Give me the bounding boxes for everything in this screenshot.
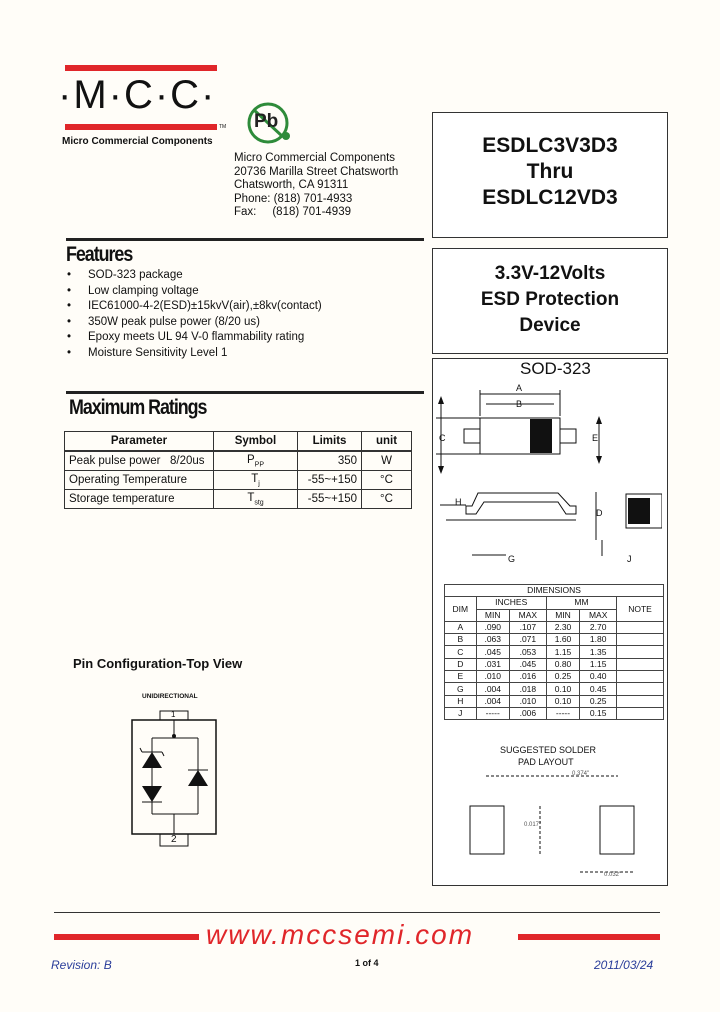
limit-cell: -55~+150 <box>298 490 362 509</box>
param-cell: Storage temperature <box>65 490 214 509</box>
part-number-last: ESDLC12VD3 <box>482 186 618 209</box>
pin-diagram <box>130 708 220 848</box>
ratings-header: Symbol <box>214 432 298 452</box>
table-row: D .031 .045 0.80 1.15 <box>445 658 664 670</box>
solder-dim-height: 0.017" <box>524 822 542 828</box>
trademark: TM <box>219 124 227 130</box>
footer-left-bar <box>54 934 199 940</box>
dims-head: INCHES <box>476 597 546 609</box>
solder-dim-gap: 0.032" <box>604 872 622 878</box>
features-title: Features <box>66 243 133 266</box>
unit-cell: W <box>362 451 412 471</box>
table-row <box>65 471 412 490</box>
page-number: 1 of 4 <box>355 958 379 968</box>
feature-item: • Moisture Sensitivity Level 1 <box>64 346 322 362</box>
solder-title-1: SUGGESTED SOLDER <box>500 745 597 755</box>
revision-date: 2011/03/24 <box>594 958 654 972</box>
ratings-header: Limits <box>298 432 362 452</box>
dim-label-b: B <box>516 399 523 409</box>
table-row: H .004 .010 0.10 0.25 <box>445 695 664 707</box>
pin-config-title: Pin Configuration-Top View <box>73 656 243 671</box>
address-line: Chatsworth, CA 91311 <box>234 179 349 191</box>
address-line: Phone: (818) 701-4933 <box>234 192 353 205</box>
dim-label-j: J <box>627 554 632 564</box>
logo-text: ·M·C·C· <box>58 73 217 117</box>
ratings-rule <box>66 391 424 394</box>
footer-rule <box>54 912 660 913</box>
param-cell: Peak pulse power 8/20us <box>65 451 214 471</box>
description-line2: ESD Protection <box>480 289 620 310</box>
dims-title: DIMENSIONS <box>445 585 664 597</box>
features-rule <box>66 238 424 241</box>
limit-cell: -55~+150 <box>298 471 362 490</box>
dim-label-c: C <box>439 433 446 443</box>
ratings-header-row <box>65 432 412 452</box>
part-number-box <box>432 112 668 238</box>
part-number-thru: Thru <box>526 160 574 183</box>
ratings-title: Maximum Ratings <box>69 396 207 419</box>
dims-head: MM <box>546 597 616 609</box>
dims-subhead: MAX <box>580 609 617 621</box>
feature-item: • Low clamping voltage <box>64 284 322 300</box>
unit-cell: °C <box>362 490 412 509</box>
package-drawing <box>436 380 662 570</box>
dim-label-a: A <box>516 383 523 393</box>
limit-cell: 350 <box>298 451 362 471</box>
feature-item: • SOD-323 package <box>64 268 322 284</box>
unidirectional-label: UNIDIRECTIONAL <box>142 693 198 700</box>
dims-head: DIM <box>445 597 477 622</box>
solder-pad-drawing <box>460 768 660 880</box>
dims-subhead: MAX <box>509 609 546 621</box>
features-list <box>64 268 322 361</box>
pin-2-label: 2 <box>171 834 177 845</box>
ratings-table <box>64 431 412 509</box>
unit-cell: °C <box>362 471 412 490</box>
logo-bottom-bar <box>65 124 217 130</box>
param-cell: Operating Temperature <box>65 471 214 490</box>
symbol-cell: $T_{stg}$ <box>214 490 298 509</box>
table-row: A .090 .107 2.30 2.70 <box>445 621 664 633</box>
company-address <box>234 152 398 220</box>
logo-top-bar <box>65 65 217 71</box>
description-line3: Device <box>519 315 581 336</box>
revision-label: Revision: B <box>51 958 112 972</box>
dims-subhead: MIN <box>546 609 579 621</box>
dim-label-h: H <box>455 497 462 507</box>
table-row: J ----- .006 ----- 0.15 <box>445 707 664 719</box>
footer-url[interactable]: www.mccsemi.com <box>206 919 475 950</box>
description-box <box>432 248 668 354</box>
table-row: C .045 .053 1.15 1.35 <box>445 646 664 658</box>
voltage-range: 3.3V-12Volts <box>494 263 606 284</box>
table-row <box>65 490 412 509</box>
ratings-header: unit <box>362 432 412 452</box>
dims-subhead: MIN <box>476 609 509 621</box>
package-title: SOD-323 <box>520 359 591 378</box>
dim-label-g: G <box>508 554 516 564</box>
table-row: E .010 .016 0.25 0.40 <box>445 671 664 683</box>
feature-item: • 350W peak pulse power (8/20 us) <box>64 315 322 331</box>
table-row: B .063 .071 1.60 1.80 <box>445 634 664 646</box>
dim-label-d: D <box>596 508 603 518</box>
address-line: 20736 Marilla Street Chatsworth <box>234 165 399 178</box>
feature-item: • Epoxy meets UL 94 V-0 flammability rating <box>64 330 322 346</box>
dimensions-table <box>444 584 664 720</box>
solder-dim-width: 0.374" <box>572 771 590 777</box>
ratings-header: Parameter <box>65 432 214 452</box>
dim-label-e: E <box>592 433 599 443</box>
dims-head: NOTE <box>617 597 664 622</box>
footer-right-bar <box>518 934 660 940</box>
part-number-first: ESDLC3V3D3 <box>482 134 618 157</box>
address-line: Fax: (818) 701-4939 <box>234 206 351 218</box>
symbol-cell: $T_j$ <box>214 471 298 490</box>
symbol-cell: $P_{PP}$ <box>214 451 298 471</box>
solder-title-2: PAD LAYOUT <box>518 757 574 767</box>
lead-free-text: Pb <box>254 111 279 132</box>
logo-company: Micro Commercial Components <box>62 136 213 147</box>
table-row: G .004 .018 0.10 0.45 <box>445 683 664 695</box>
table-row <box>65 451 412 471</box>
pin-1-label: 1 <box>171 710 176 719</box>
address-line: Micro Commercial Components <box>234 152 396 164</box>
feature-item: • IEC61000-4-2(ESD)±15kvV(air),±8kv(contact) <box>64 299 322 315</box>
